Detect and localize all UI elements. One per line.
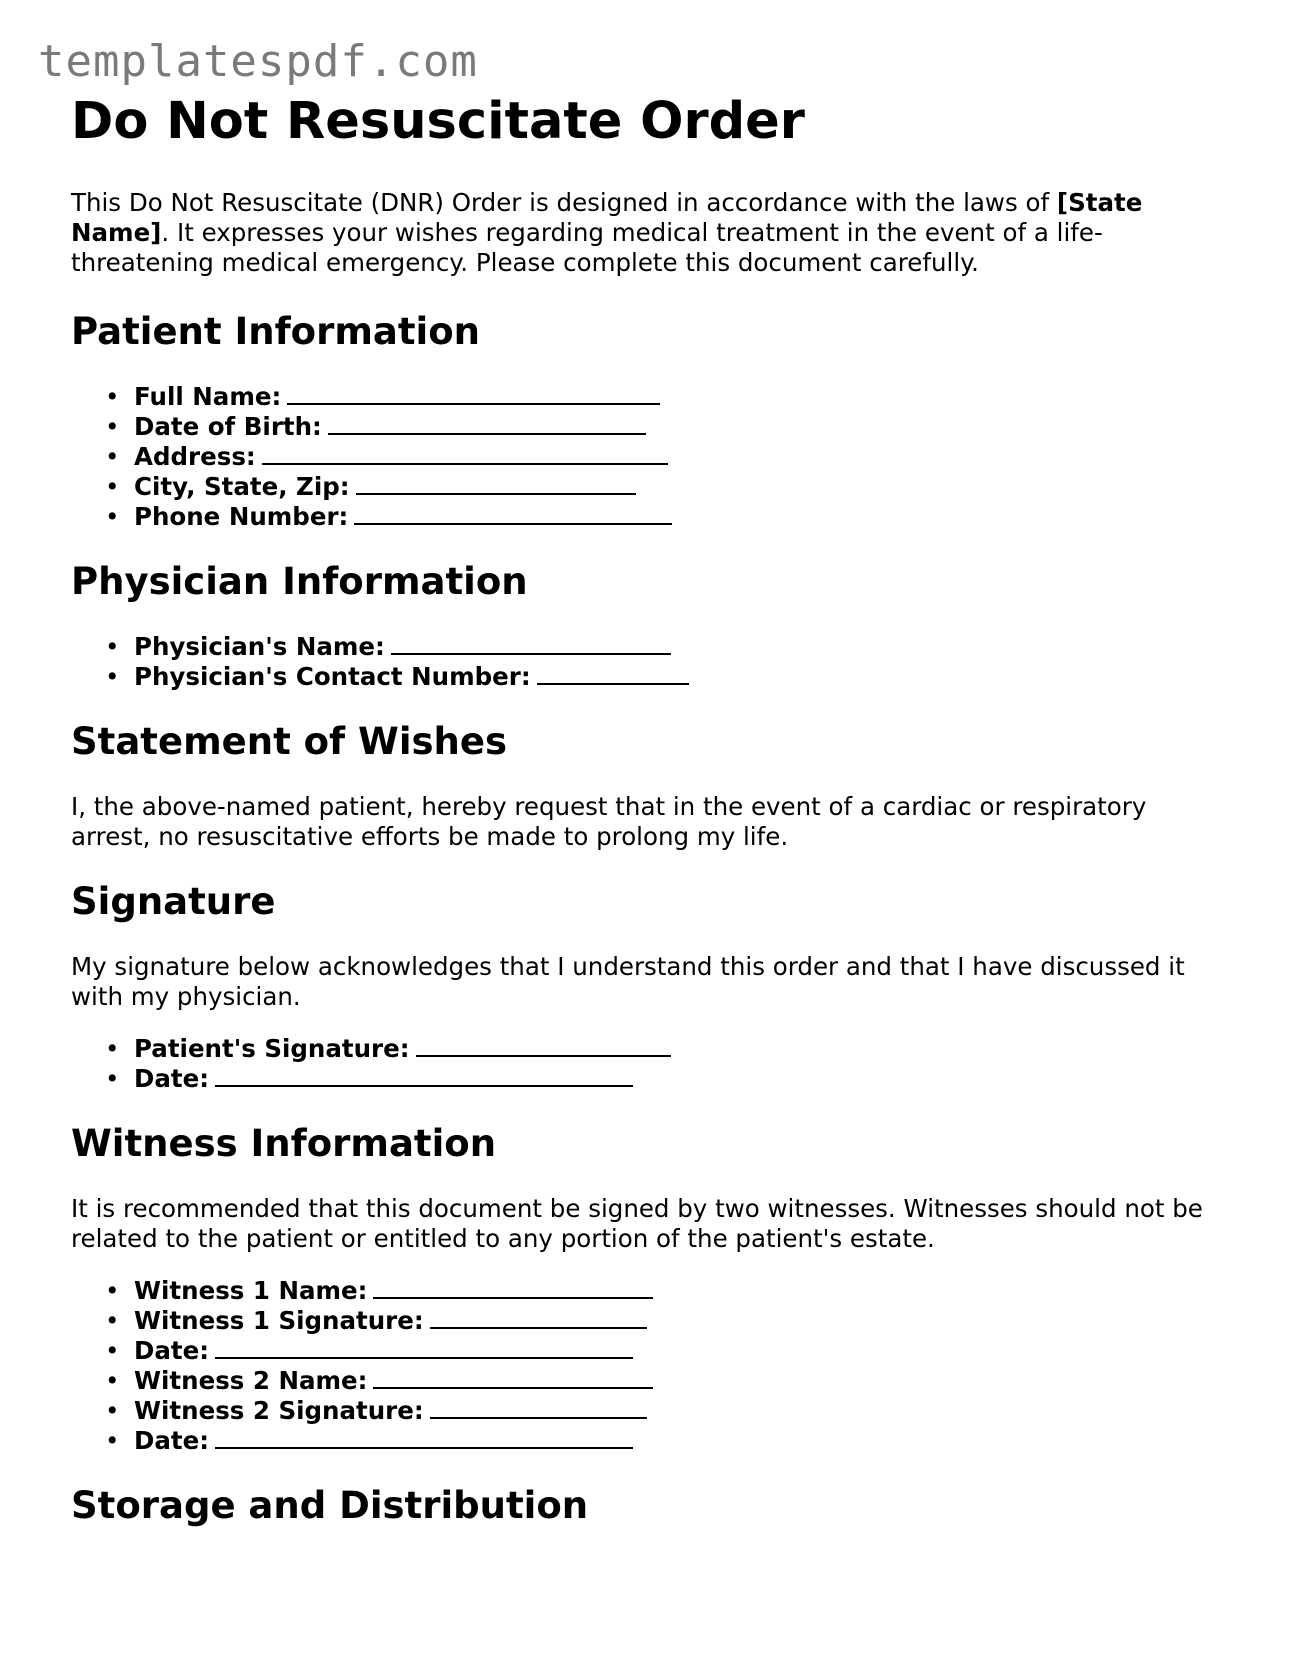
address-input-line[interactable] — [262, 443, 668, 465]
physician-contact-input-line[interactable] — [537, 663, 689, 685]
field-label: Date: — [134, 1064, 209, 1093]
signature-text: My signature below acknowledges that I understand this order and that I have discussed it with my physician. — [71, 952, 1185, 1011]
field-label: Witness 2 Name: — [134, 1366, 368, 1395]
physician-info-heading: Physician Information — [71, 560, 528, 603]
signature-fields — [71, 1034, 1231, 1094]
field-label: Date of Birth: — [134, 412, 322, 441]
patient-fields — [71, 382, 1231, 532]
field-label: Physician's Name: — [134, 632, 385, 661]
bullet-icon: • — [105, 1426, 120, 1455]
witness-1-name-input-line[interactable] — [373, 1277, 653, 1299]
field-label: Date: — [134, 1426, 209, 1455]
field-date-of-birth — [105, 412, 1231, 442]
field-physician-name — [105, 632, 1231, 662]
signature-heading: Signature — [71, 880, 276, 923]
bullet-icon: • — [105, 1064, 120, 1093]
statement-of-wishes-text: I, the above-named patient, hereby request that in the event of a cardiac or respiratory arrest, no resuscitative efforts be made to prolong my life. — [71, 792, 1147, 851]
field-witness-2-date — [105, 1426, 1231, 1456]
witness-1-date-input-line[interactable] — [215, 1337, 633, 1359]
field-signature-date — [105, 1064, 1231, 1094]
witness-1-signature-input-line[interactable] — [430, 1307, 647, 1329]
field-witness-1-date — [105, 1336, 1231, 1366]
field-label: Witness 1 Name: — [134, 1276, 368, 1305]
bullet-icon: • — [105, 632, 120, 661]
intro-text-start: This Do Not Resuscitate (DNR) Order is designed in accordance with the laws of — [71, 188, 1057, 217]
signature-date-input-line[interactable] — [215, 1065, 633, 1087]
field-phone-number — [105, 502, 1231, 532]
bullet-icon: • — [105, 662, 120, 691]
bullet-icon: • — [105, 502, 120, 531]
physician-name-input-line[interactable] — [391, 633, 671, 655]
field-full-name — [105, 382, 1231, 412]
field-label: City, State, Zip: — [134, 472, 350, 501]
field-label: Witness 1 Signature: — [134, 1306, 424, 1335]
field-witness-2-name — [105, 1366, 1231, 1396]
patient-info-heading: Patient Information — [71, 310, 480, 353]
bullet-icon: • — [105, 1336, 120, 1365]
state-name-placeholder: [State Name] — [71, 188, 1143, 247]
patient-signature-input-line[interactable] — [416, 1035, 671, 1057]
field-label: Patient's Signature: — [134, 1034, 410, 1063]
witness-fields — [71, 1276, 1231, 1456]
intro-text-end: . It expresses your wishes regarding medical treatment in the event of a life-threatening medical emergency. Please complete this document carefully. — [71, 218, 1103, 277]
field-patient-signature — [105, 1034, 1231, 1064]
watermark: templatespdf.com — [38, 36, 478, 87]
bullet-icon: • — [105, 1306, 120, 1335]
field-witness-2-signature — [105, 1396, 1231, 1426]
bullet-icon: • — [105, 442, 120, 471]
bullet-icon: • — [105, 382, 120, 411]
witness-info-heading: Witness Information — [71, 1122, 497, 1165]
field-witness-1-signature — [105, 1306, 1231, 1336]
field-label: Witness 2 Signature: — [134, 1396, 424, 1425]
field-label: Phone Number: — [134, 502, 349, 531]
intro-paragraph — [71, 188, 1231, 278]
bullet-icon: • — [105, 1034, 120, 1063]
statement-of-wishes-heading: Statement of Wishes — [71, 720, 508, 763]
field-address — [105, 442, 1231, 472]
city-state-zip-input-line[interactable] — [356, 473, 636, 495]
physician-fields — [71, 632, 1231, 692]
field-witness-1-name — [105, 1276, 1231, 1306]
field-label: Physician's Contact Number: — [134, 662, 531, 691]
field-physician-contact — [105, 662, 1231, 692]
full-name-input-line[interactable] — [287, 383, 660, 405]
date-of-birth-input-line[interactable] — [328, 413, 646, 435]
bullet-icon: • — [105, 472, 120, 501]
field-city-state-zip — [105, 472, 1231, 502]
bullet-icon: • — [105, 1366, 120, 1395]
field-label: Date: — [134, 1336, 209, 1365]
witness-2-name-input-line[interactable] — [373, 1367, 653, 1389]
bullet-icon: • — [105, 1276, 120, 1305]
phone-number-input-line[interactable] — [354, 503, 672, 525]
field-label: Full Name: — [134, 382, 282, 411]
witness-2-date-input-line[interactable] — [215, 1427, 633, 1449]
witness-2-signature-input-line[interactable] — [430, 1397, 647, 1419]
storage-distribution-heading: Storage and Distribution — [71, 1484, 589, 1527]
document-page — [71, 86, 1231, 1528]
document-title: Do Not Resuscitate Order — [71, 92, 805, 151]
field-label: Address: — [134, 442, 256, 471]
bullet-icon: • — [105, 1396, 120, 1425]
bullet-icon: • — [105, 412, 120, 441]
witness-info-text: It is recommended that this document be signed by two witnesses. Witnesses should not be related to the patient or entitled to any portion of the patient's estate. — [71, 1194, 1203, 1253]
